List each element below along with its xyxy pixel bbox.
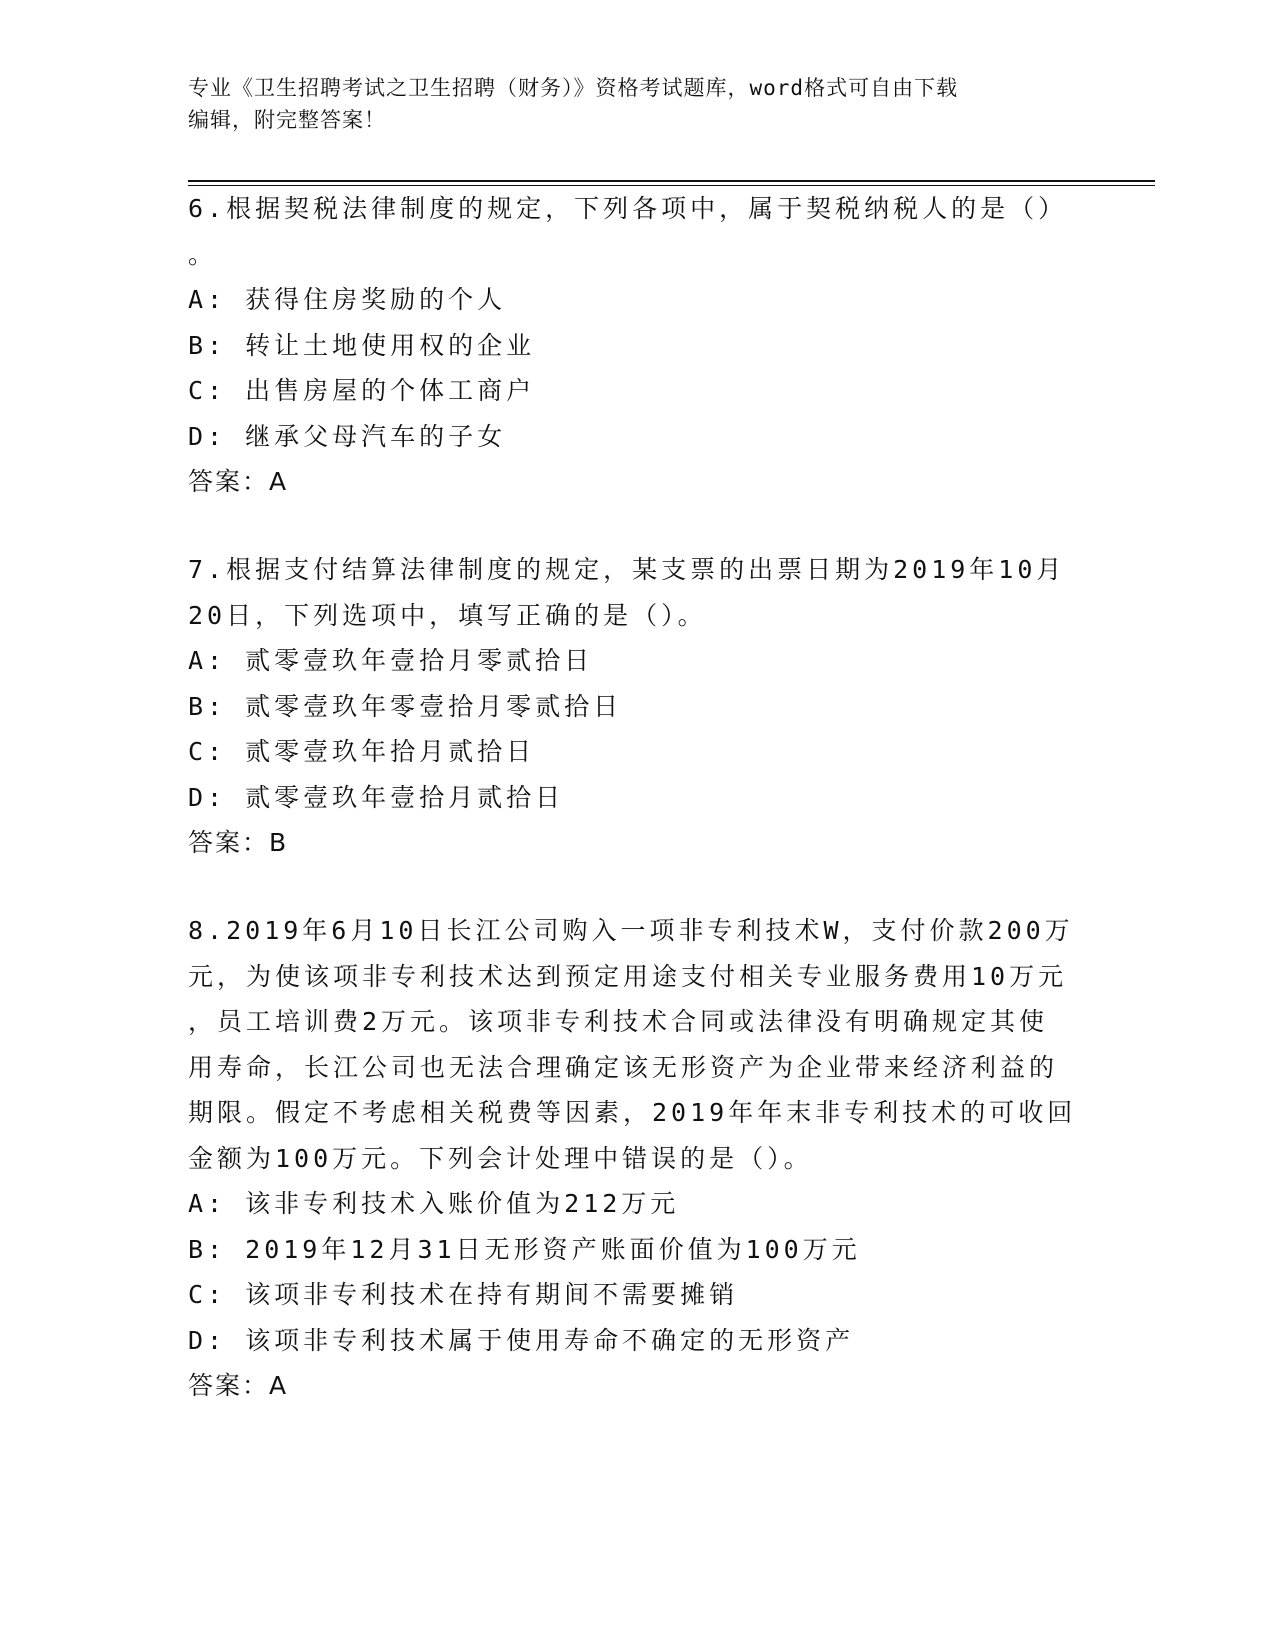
- question-stem-line: 用寿命，长江公司也无法合理确定该无形资产为企业带来经济利益的: [188, 1052, 1059, 1082]
- question-stem-line: 期限。假定不考虑相关税费等因素，2019年年末非专利技术的可收回: [188, 1098, 1077, 1127]
- option-d: D: 该项非专利技术属于使用寿命不确定的无形资产: [188, 1325, 855, 1355]
- option-a: A: 贰零壹玖年壹拾月零贰拾日: [188, 646, 594, 675]
- option-c: C: 出售房屋的个体工商户: [188, 376, 536, 405]
- question-stem-line: 。: [188, 239, 218, 269]
- option-d: D: 贰零壹玖年壹拾月贰拾日: [188, 782, 565, 812]
- question-stem-line: 6.根据契税法律制度的规定，下列各项中，属于契税纳税人的是（）: [188, 194, 1068, 223]
- option-b: B: 2019年12月31日无形资产账面价值为100万元: [188, 1234, 861, 1264]
- option-c: C: 贰零壹玖年拾月贰拾日: [188, 737, 536, 766]
- answer-line: 答案：A: [188, 467, 289, 496]
- document-header: [188, 72, 1088, 136]
- question-stem-line: 7.根据支付结算法律制度的规定，某支票的出票日期为2019年10月: [188, 555, 1066, 584]
- question-stem-line: 20日，下列选项中，填写正确的是（）。: [188, 600, 707, 630]
- answer-line: 答案：B: [188, 828, 289, 857]
- header-line-1: 专业《卫生招聘考试之卫生招聘（财务）》资格考试题库，word格式可自由下载: [188, 76, 959, 100]
- answer-line: 答案：A: [188, 1371, 289, 1400]
- option-c: C: 该项非专利技术在持有期间不需要摊销: [188, 1280, 739, 1309]
- option-b: B: 转让土地使用权的企业: [188, 330, 536, 360]
- question-stem-line: 金额为100万元。下列会计处理中错误的是（）。: [188, 1143, 813, 1173]
- question-stem-line: 8.2019年6月10日长江公司购入一项非专利技术W，支付价款200万: [188, 916, 1074, 945]
- question-stem-line: ，员工培训费2万元。该项非专利技术合同或法律没有明确规定其使: [188, 1007, 1049, 1036]
- question-8: [188, 908, 1088, 1409]
- question-7: [188, 547, 1088, 866]
- question-stem-line: 元，为使该项非专利技术达到预定用途支付相关专业服务费用10万元: [188, 961, 1068, 991]
- option-a: A: 该非专利技术入账价值为212万元: [188, 1189, 680, 1218]
- question-6: [188, 186, 1088, 505]
- option-b: B: 贰零壹玖年零壹拾月零贰拾日: [188, 691, 623, 721]
- option-a: A: 获得住房奖励的个人: [188, 285, 507, 314]
- header-divider-thick: [188, 180, 1155, 182]
- header-line-2: 编辑，附完整答案！: [188, 108, 386, 132]
- option-d: D: 继承父母汽车的子女: [188, 421, 507, 451]
